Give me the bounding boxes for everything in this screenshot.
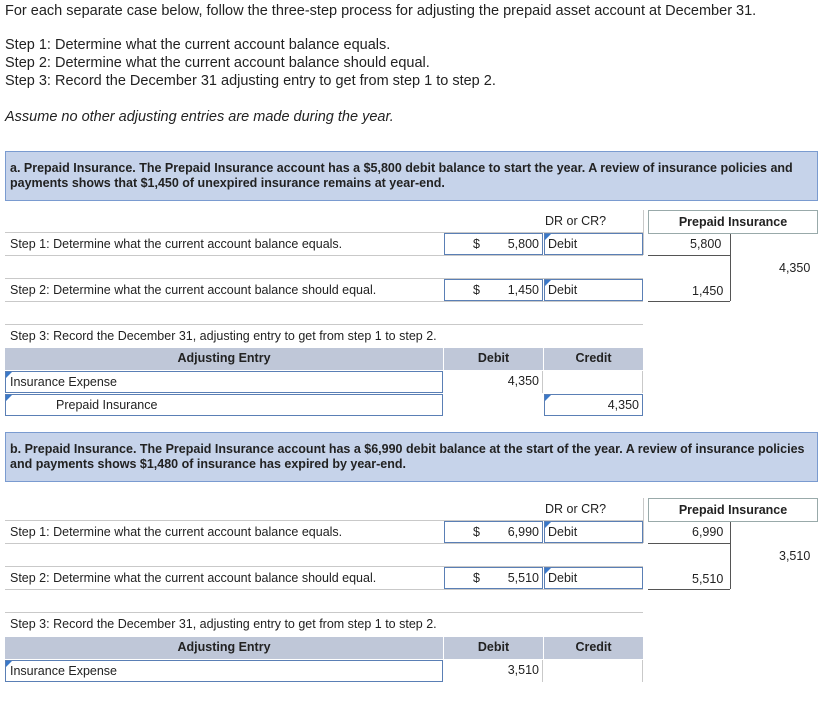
case-b-entry1-debit: 3,510: [507, 663, 539, 677]
case-b-t-account-title: Prepaid Insurance: [678, 503, 788, 517]
case-a-entry1-credit-field[interactable]: [544, 371, 643, 393]
case-a-entry2-account-select[interactable]: [5, 394, 443, 416]
case-a-entry1-debit: 4,350: [507, 374, 539, 388]
case-a-drcr-heading: DR or CR?: [545, 214, 607, 228]
case-b-debit-heading: Debit: [444, 637, 543, 659]
case-b-step1-label: Step 1: Determine what the current account balance equals.: [10, 525, 343, 539]
case-a-credit-heading: Credit: [544, 348, 643, 370]
case-a-step1-drcr-select[interactable]: [544, 233, 643, 255]
case-b-step1-amount: 6,990: [507, 525, 539, 539]
case-b-step1-amount-field[interactable]: [444, 521, 543, 543]
instructions-text: For each separate case below, follow the three-step process for adjusting the prepaid asset account at December 31.: [5, 3, 757, 19]
case-b-entry1-account-select[interactable]: [5, 660, 443, 682]
case-b-t-account-title-box: [648, 498, 818, 522]
instruction-step-3: Step 3: Record the December 31 adjusting entry to get from step 1 to step 2.: [5, 73, 496, 89]
case-b-t-left-2: 5,510: [692, 572, 724, 586]
case-a-entry1-account-select[interactable]: [5, 371, 443, 393]
case-a-entry2-account: Prepaid Insurance: [56, 398, 158, 412]
case-a-step2-amount-field[interactable]: [444, 279, 543, 301]
case-b-adjusting-entry-heading: Adjusting Entry: [5, 637, 443, 659]
case-a-step2-drcr-select[interactable]: [544, 279, 643, 301]
case-b-header: b. Prepaid Insurance. The Prepaid Insurance account has a $6,990 debit balance at the start of the year. A review of insurance policies and payments shows $1,480 of insurance has expired by year-end.: [5, 432, 818, 482]
case-a-entry2-credit-field[interactable]: [544, 394, 643, 416]
case-a-step3-label: Step 3: Record the December 31, adjusting entry to get from step 1 to step 2.: [10, 329, 437, 343]
case-b-step2-amount: 5,510: [507, 571, 539, 585]
case-a-t-account-title-box: [648, 210, 818, 234]
case-a-step1-amount: 5,800: [507, 237, 539, 251]
case-b-t-right-1: 3,510: [779, 549, 811, 563]
dollar-sign: $: [473, 571, 480, 585]
case-a-entry1-account: Insurance Expense: [10, 375, 118, 389]
case-b-step2-amount-field[interactable]: [444, 567, 543, 589]
case-a-step1-drcr: Debit: [548, 237, 578, 251]
case-b-step1-drcr-select[interactable]: [544, 521, 643, 543]
case-b-step3-label: Step 3: Record the December 31, adjusting entry to get from step 1 to step 2.: [10, 617, 437, 631]
case-a-header: a. Prepaid Insurance. The Prepaid Insurance account has a $5,800 debit balance to start the year. A review of insurance policies and payments shows that $1,450 of unexpired insurance remains at year-end.: [5, 151, 818, 201]
case-a-step1-amount-field[interactable]: [444, 233, 543, 255]
dollar-sign: $: [473, 283, 480, 297]
case-b-step2-drcr-select[interactable]: [544, 567, 643, 589]
case-a-debit-heading: Debit: [444, 348, 543, 370]
case-a-step2-drcr: Debit: [548, 283, 578, 297]
case-a-entry2-debit-field[interactable]: [444, 394, 543, 416]
case-a-t-right-1: 4,350: [779, 261, 811, 275]
case-b-entry1-debit-field[interactable]: [444, 660, 543, 682]
case-b-entry1-account: Insurance Expense: [10, 664, 118, 678]
case-a-step2-label: Step 2: Determine what the current account balance should equal.: [10, 283, 377, 297]
case-a-t-left-2: 1,450: [692, 284, 724, 298]
case-a-step2-amount: 1,450: [507, 283, 539, 297]
instruction-step-1: Step 1: Determine what the current account balance equals.: [5, 37, 391, 53]
instruction-step-2: Step 2: Determine what the current account balance should equal.: [5, 55, 430, 71]
case-b-credit-heading: Credit: [544, 637, 643, 659]
case-b-drcr-heading: DR or CR?: [545, 502, 607, 516]
case-b-step1-drcr: Debit: [548, 525, 578, 539]
case-a-t-left-1: 5,800: [690, 237, 722, 251]
case-a-step1-label: Step 1: Determine what the current account balance equals.: [10, 237, 343, 251]
case-b-t-left-1: 6,990: [692, 525, 724, 539]
assumption-note: Assume no other adjusting entries are made during the year.: [5, 109, 394, 125]
case-b-entry1-credit-field[interactable]: [544, 660, 643, 682]
case-b-step2-label: Step 2: Determine what the current account balance should equal.: [10, 571, 377, 585]
case-a-adjusting-entry-heading: Adjusting Entry: [5, 348, 443, 370]
case-a-entry1-debit-field[interactable]: [444, 371, 543, 393]
case-b-step2-drcr: Debit: [548, 571, 578, 585]
case-a-entry2-credit: 4,350: [607, 398, 639, 412]
dollar-sign: $: [473, 237, 480, 251]
dollar-sign: $: [473, 525, 480, 539]
case-a-t-account-title: Prepaid Insurance: [678, 215, 788, 229]
